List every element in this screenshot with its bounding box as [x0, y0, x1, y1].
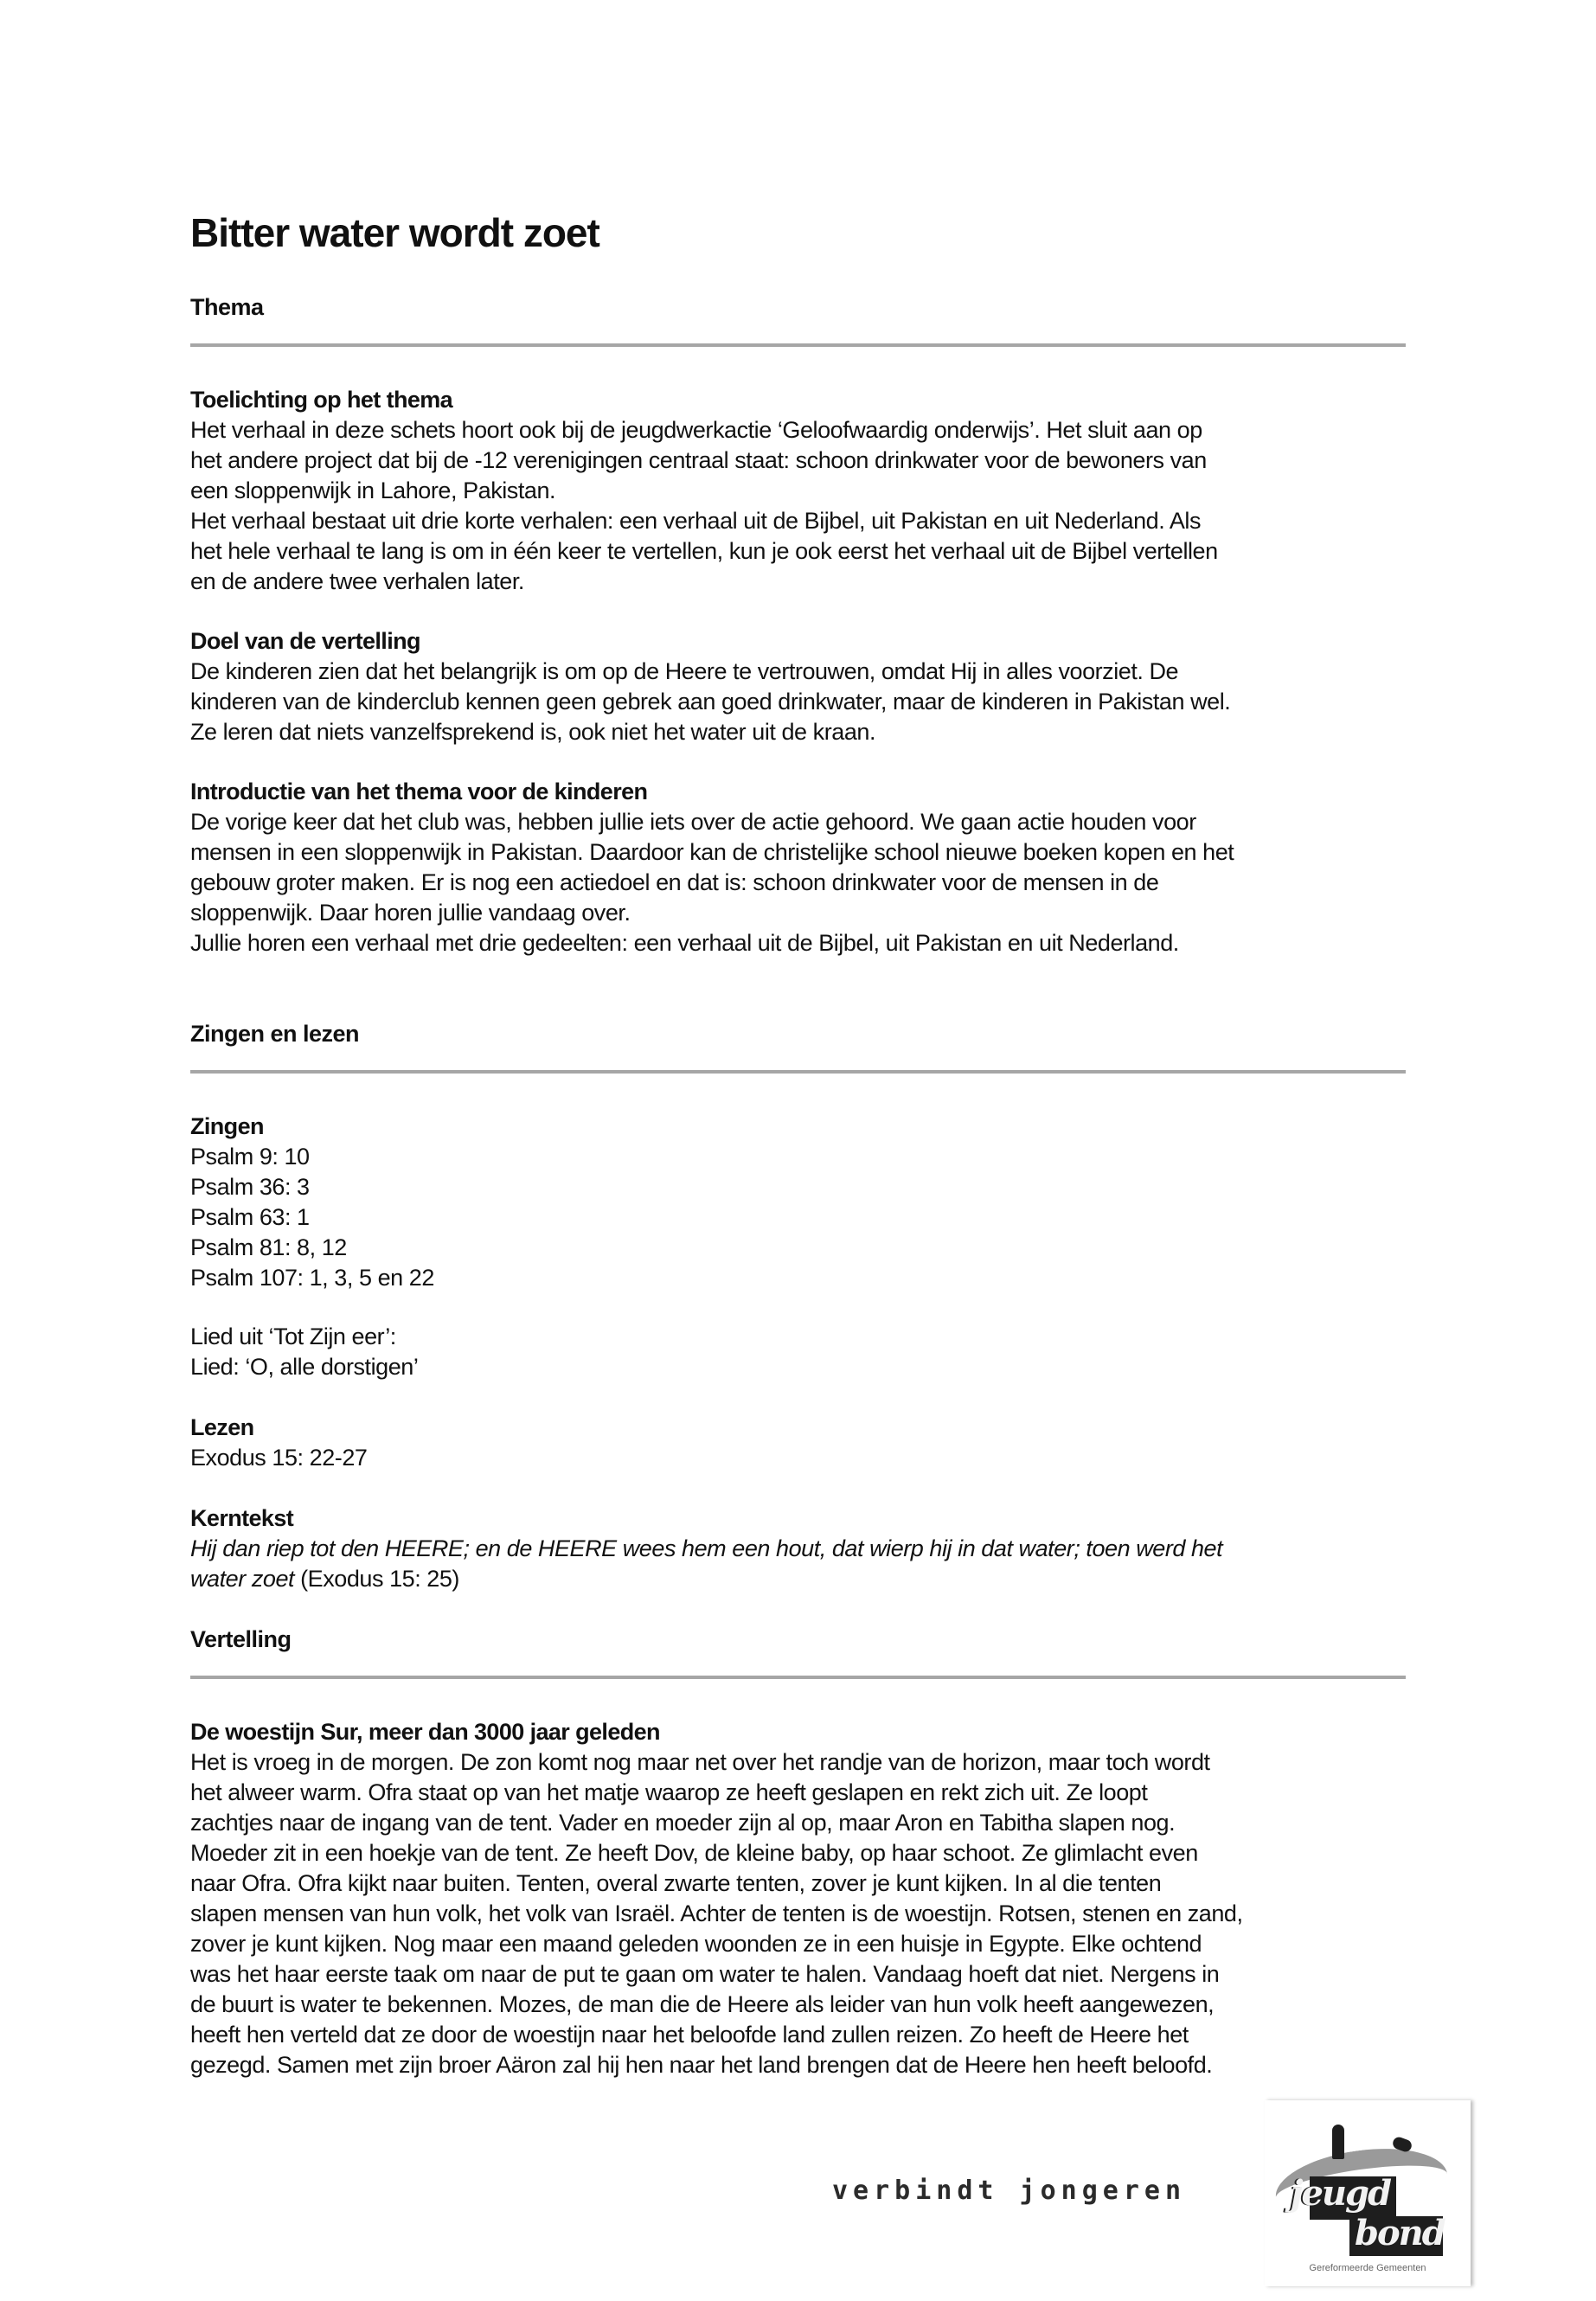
logo-subtitle: Gereformeerde Gemeenten	[1309, 2263, 1426, 2273]
psalm-item: Psalm 81: 8, 12	[190, 1234, 347, 1260]
subheading-doel: Doel van de vertelling	[190, 628, 420, 654]
paragraph-line: Ze leren dat niets vanzelfsprekend is, ook niet het water uit de kraan.	[190, 719, 876, 745]
paragraph-line: naar Ofra. Ofra kijkt naar buiten. Tenten, overal zwarte tenten, zover je kunt kijken. In al die tenten	[190, 1870, 1162, 1896]
document-title: Bitter water wordt zoet	[190, 210, 599, 255]
paragraph-line: het alweer warm. Ofra staat op van het matje waarop ze heeft geslapen en rekt zich uit. Ze loopt	[190, 1779, 1148, 1805]
psalm-item: Psalm 63: 1	[190, 1204, 310, 1230]
paragraph-line: Het verhaal in deze schets hoort ook bij de jeugdwerkactie ‘Geloofwaardig onderwijs’. Het sluit aan op	[190, 417, 1202, 443]
paragraph-line: mensen in een sloppenwijk in Pakistan. Daardoor kan de christelijke school nieuwe boeken kopen en het	[190, 839, 1234, 865]
section-divider	[190, 1676, 1406, 1679]
paragraph-line: Het verhaal bestaat uit drie korte verhalen: een verhaal uit de Bijbel, uit Pakistan en uit Nederland. Als	[190, 508, 1202, 534]
lezen-reference: Exodus 15: 22-27	[190, 1445, 368, 1471]
subheading-toelichting: Toelichting op het thema	[190, 387, 453, 413]
lied-title: Lied: ‘O, alle dorstigen’	[190, 1354, 419, 1380]
kerntekst-block	[190, 1503, 1427, 1594]
paragraph-line: kinderen van de kinderclub kennen geen gebrek aan goed drinkwater, maar de kinderen in Pakistan wel.	[190, 689, 1231, 715]
section-divider	[190, 343, 1406, 347]
footer-slogan: verbindt jongeren	[832, 2176, 1187, 2206]
paragraph-line: De vorige keer dat het club was, hebben jullie iets over de actie gehoord. We gaan actie houden voor	[190, 809, 1196, 835]
paragraph-line: het hele verhaal te lang is om in één keer te vertellen, kun je ook eerst het verhaal uit de Bijbel vertellen	[190, 538, 1218, 564]
doel-block	[190, 626, 1427, 747]
paragraph-line: sloppenwijk. Daar horen jullie vandaag over.	[190, 900, 631, 926]
paragraph-line: Het is vroeg in de morgen. De zon komt nog maar net over het randje van de horizon, maar toch wordt	[190, 1749, 1210, 1775]
logo-word-jeugd: jeugd	[1291, 2173, 1390, 2214]
subheading-introductie: Introductie van het thema voor de kinderen	[190, 779, 648, 804]
section-heading-zingen-lezen: Zingen en lezen	[190, 1021, 360, 1047]
paragraph-line: het andere project dat bij de -12 verenigingen centraal staat: schoon drinkwater voor de bewoners van	[190, 447, 1207, 473]
toelichting-block	[190, 385, 1427, 597]
section-divider	[190, 1070, 1406, 1074]
paragraph-line: een sloppenwijk in Lahore, Pakistan.	[190, 478, 556, 503]
kerntekst-reference: (Exodus 15: 25)	[294, 1566, 459, 1592]
paragraph-line: De kinderen zien dat het belangrijk is om op de Heere te vertrouwen, omdat Hij in alles voorziet. De	[190, 658, 1179, 684]
subheading-lezen: Lezen	[190, 1414, 254, 1440]
section-heading-vertelling: Vertelling	[190, 1626, 292, 1652]
logo-figure-icon	[1332, 2125, 1344, 2159]
kerntekst-quote-end: water zoet	[190, 1566, 295, 1592]
paragraph-line: slapen mensen van hun volk, het volk van Israël. Achter de tenten is de woestijn. Rotsen, stenen en zand,	[190, 1900, 1243, 1926]
paragraph-line: Jullie horen een verhaal met drie gedeelten: een verhaal uit de Bijbel, uit Pakistan en uit Nederland.	[190, 930, 1179, 956]
paragraph-line: was het haar eerste taak om naar de put te gaan om water te halen. Vandaag hoeft dat niet. Nergens in	[190, 1961, 1220, 1987]
zingen-block	[190, 1112, 1427, 1293]
paragraph-line: en de andere twee verhalen later.	[190, 568, 524, 594]
kerntekst-quote: Hij dan riep tot den HEERE; en de HEERE wees hem een hout, dat wierp hij in dat water; toen werd het	[190, 1535, 1223, 1561]
paragraph-line: Moeder zit in een hoekje van de tent. Ze heeft Dov, de kleine baby, op haar schoot. Ze glimlacht even	[190, 1840, 1198, 1866]
paragraph-line: zover je kunt kijken. Nog maar een maand geleden woonden ze in een huisje in Egypte. Elke ochtend	[190, 1931, 1202, 1957]
paragraph-line: gebouw groter maken. Er is nog een actiedoel en dat is: schoon drinkwater voor de mensen in de	[190, 869, 1159, 895]
section-heading-thema: Thema	[190, 294, 264, 320]
psalm-item: Psalm 9: 10	[190, 1144, 310, 1170]
paragraph-line: heeft hen verteld dat ze door de woestijn naar het beloofde land zullen reizen. Zo heeft de Heere het	[190, 2022, 1189, 2048]
subheading-kerntekst: Kerntekst	[190, 1505, 294, 1531]
paragraph-line: zachtjes naar de ingang van de tent. Vader en moeder zijn al op, maar Aron en Tabitha slapen nog.	[190, 1810, 1176, 1836]
lied-intro: Lied uit ‘Tot Zijn eer’:	[190, 1324, 396, 1349]
paragraph-line: de buurt is water te bekennen. Mozes, de man die de Heere als leider van hun volk heeft aangewezen,	[190, 1991, 1215, 2017]
lezen-block	[190, 1413, 1427, 1473]
vertelling-part1-block	[190, 1717, 1427, 2080]
introductie-block	[190, 777, 1427, 958]
psalm-item: Psalm 107: 1, 3, 5 en 22	[190, 1265, 434, 1291]
lied-block	[190, 1322, 1427, 1382]
logo-word-bond: bond	[1355, 2213, 1445, 2253]
jeugdbond-logo	[1265, 2100, 1471, 2286]
subheading-zingen: Zingen	[190, 1113, 264, 1139]
subheading-woestijn-sur: De woestijn Sur, meer dan 3000 jaar geleden	[190, 1719, 660, 1745]
paragraph-line: gezegd. Samen met zijn broer Aäron zal hij hen naar het land brengen dat de Heere hen heeft beloofd.	[190, 2052, 1213, 2078]
psalm-item: Psalm 36: 3	[190, 1174, 310, 1200]
